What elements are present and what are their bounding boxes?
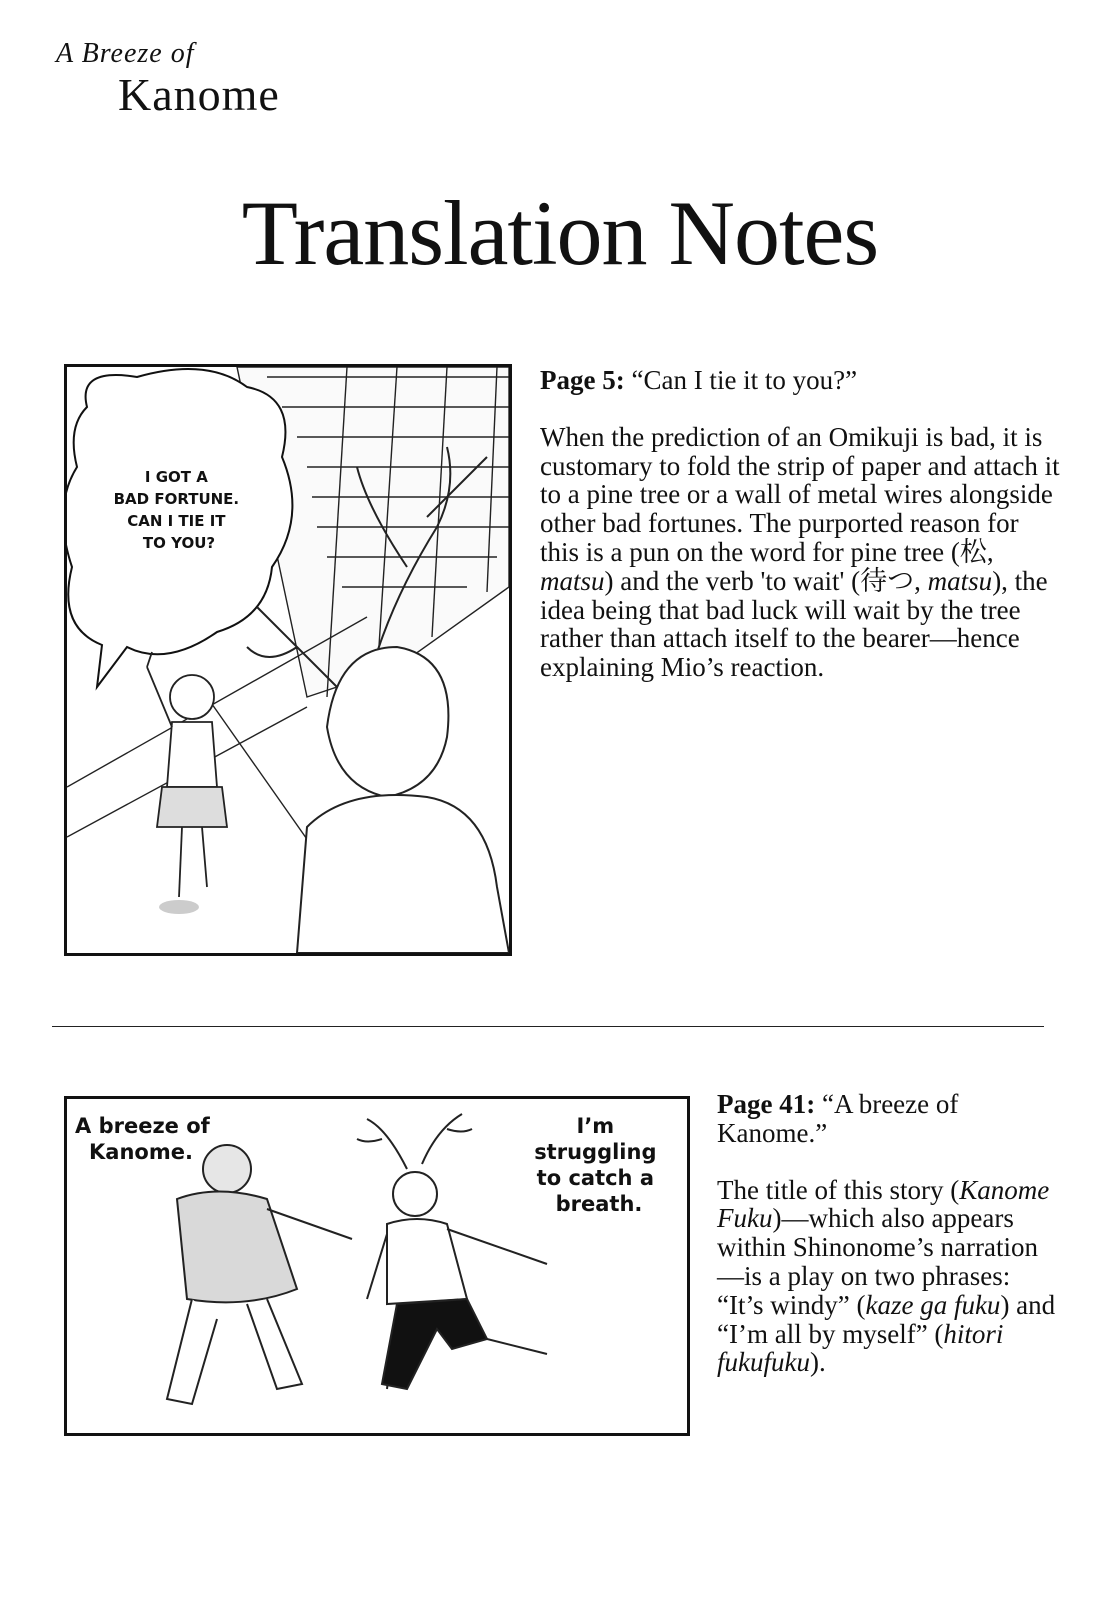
bubble-line-2: BAD FORTUNE. bbox=[113, 490, 240, 508]
logo-line-2: Kanome bbox=[118, 69, 280, 120]
bubble-line-3: CAN I TIE IT bbox=[127, 512, 226, 530]
caption-right-line-3: to catch a bbox=[536, 1166, 655, 1190]
svg-text:I’m struggling to bbox=[534, 1114, 664, 1216]
series-logo bbox=[56, 28, 306, 120]
panel-illustration bbox=[67, 1099, 687, 1433]
section-divider bbox=[52, 1026, 1044, 1027]
caption-right-line-1: I’m bbox=[576, 1114, 615, 1138]
note-heading: Page 5: bbox=[540, 365, 625, 395]
svg-text:A breeze of Kanome. bbox=[75, 1114, 217, 1164]
bubble-line-4: TO YOU? bbox=[142, 534, 216, 552]
translation-note-page-5 bbox=[540, 366, 1060, 710]
caption-right-line-2: struggling bbox=[534, 1140, 657, 1164]
logo-line-1: A Breeze of bbox=[56, 38, 195, 69]
panel-illustration bbox=[67, 367, 509, 953]
caption-right-line-4: breath. bbox=[555, 1192, 643, 1216]
bubble-line-1: I GOT A bbox=[144, 468, 208, 486]
manga-panel-page-5 bbox=[64, 364, 512, 956]
caption-left-line-2: Kanome. bbox=[89, 1140, 193, 1164]
note-body: When the prediction of an Omikuji is bad, it is customary to fold the strip of paper and attach it to a pine tree or a wall of metal wires alongside other bad fortunes. The purported reason for this is a pun on the word for pine tree (松, matsu) and the verb 'to wait' (待つ, matsu), the idea being that bad luck will wait by the tree rather than attach itself to the bearer—hence explaining Mio’s reaction. bbox=[540, 421, 1060, 683]
note-quote: “A breeze of Kanome.” bbox=[717, 1089, 959, 1148]
page-title: Translation Notes bbox=[241, 182, 879, 284]
caption-left-line-1: A breeze of bbox=[75, 1114, 210, 1138]
note-body: The title of this story (Kanome Fuku)—which also appears within Shinonome’s narration—is a play on two phrases: “It’s windy” (kaze ga fuku) and “I’m all by myself” (hitori fukufuku). bbox=[717, 1174, 1056, 1378]
manga-panel-page-41 bbox=[64, 1096, 690, 1436]
note-quote: “Can I tie it to you?” bbox=[631, 365, 858, 395]
translation-note-page-41 bbox=[717, 1090, 1057, 1405]
note-heading: Page 41: bbox=[717, 1089, 816, 1119]
